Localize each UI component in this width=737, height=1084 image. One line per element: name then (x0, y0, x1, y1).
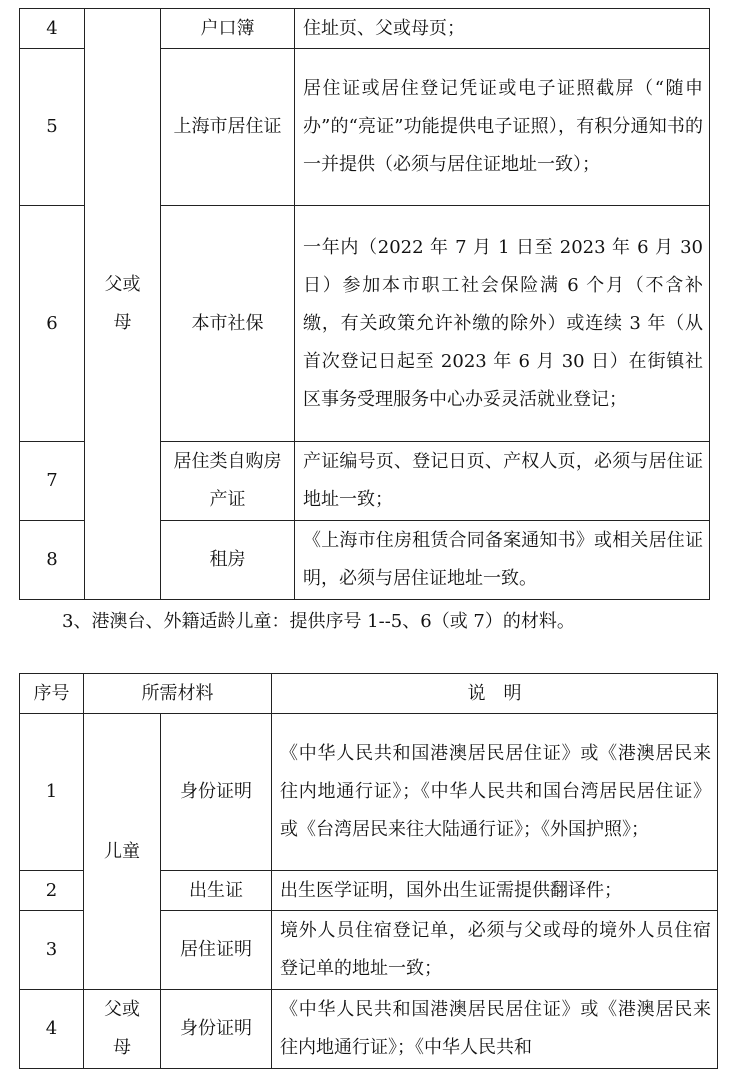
note-text: 3、港澳台、外籍适龄儿童：提供序号 1--5、6（或 7）的材料。 (62, 611, 575, 632)
row-number: 2 (20, 871, 84, 911)
material-name: 居住证明 (161, 911, 272, 990)
header-material: 所需材料 (84, 674, 272, 714)
row-number: 5 (20, 49, 85, 206)
row-number: 1 (20, 714, 84, 871)
group-label-parent: 父或母 (84, 990, 161, 1069)
material-name: 身份证明 (161, 714, 272, 871)
material-name: 租房 (161, 521, 295, 600)
material-name: 上海市居住证 (161, 49, 295, 206)
table-row (20, 990, 718, 1069)
material-desc: 一年内（2022 年 7 月 1 日至 2023 年 6 月 30 日）参加本市职工社会保险满 6 个月（不含补缴，有关政策允许补缴的除外）或连续 3 年（从首次登记日起至 2023 年 6 月 30 日）在街镇社区事务受理服务中心办妥灵活就业登记； (295, 206, 710, 442)
material-desc: 居住证或居住登记凭证或电子证照截屏（“随申办”的“亮证”功能提供电子证照），有积分通知书的一并提供（必须与居住证地址一致）； (295, 49, 710, 206)
row-number: 6 (20, 206, 85, 442)
materials-table-foreign (19, 673, 718, 1069)
header-desc: 说 明 (272, 674, 718, 714)
material-name: 出生证 (161, 871, 272, 911)
table-row (20, 714, 718, 871)
material-desc: 产证编号页、登记日页、产权人页，必须与居住证地址一致； (295, 442, 710, 521)
row-number: 4 (20, 9, 85, 49)
table-row (20, 9, 710, 49)
group-label-child: 儿童 (84, 714, 161, 990)
material-name: 居住类自购房产证 (161, 442, 295, 521)
row-number: 3 (20, 911, 84, 990)
materials-table-parent (19, 8, 710, 600)
material-name: 本市社保 (161, 206, 295, 442)
material-name: 身份证明 (161, 990, 272, 1069)
row-number: 7 (20, 442, 85, 521)
row-number: 8 (20, 521, 85, 600)
material-name: 户口簿 (161, 9, 295, 49)
header-no: 序号 (20, 674, 84, 714)
group-label: 父或母 (85, 9, 161, 600)
row-number: 4 (20, 990, 84, 1069)
material-desc: 《上海市住房租赁合同备案通知书》或相关居住证明，必须与居住证地址一致。 (295, 521, 710, 600)
material-desc: 《中华人民共和国港澳居民居住证》或《港澳居民来往内地通行证》；《中华人民共和 (272, 990, 718, 1069)
table-header (20, 674, 718, 714)
material-desc: 《中华人民共和国港澳居民居住证》或《港澳居民来往内地通行证》；《中华人民共和国台湾居民居住证》或《台湾居民来往大陆通行证》；《外国护照》； (272, 714, 718, 871)
material-desc: 境外人员住宿登记单，必须与父或母的境外人员住宿登记单的地址一致； (272, 911, 718, 990)
material-desc: 住址页、父或母页； (295, 9, 710, 49)
material-desc: 出生医学证明，国外出生证需提供翻译件； (272, 871, 718, 911)
